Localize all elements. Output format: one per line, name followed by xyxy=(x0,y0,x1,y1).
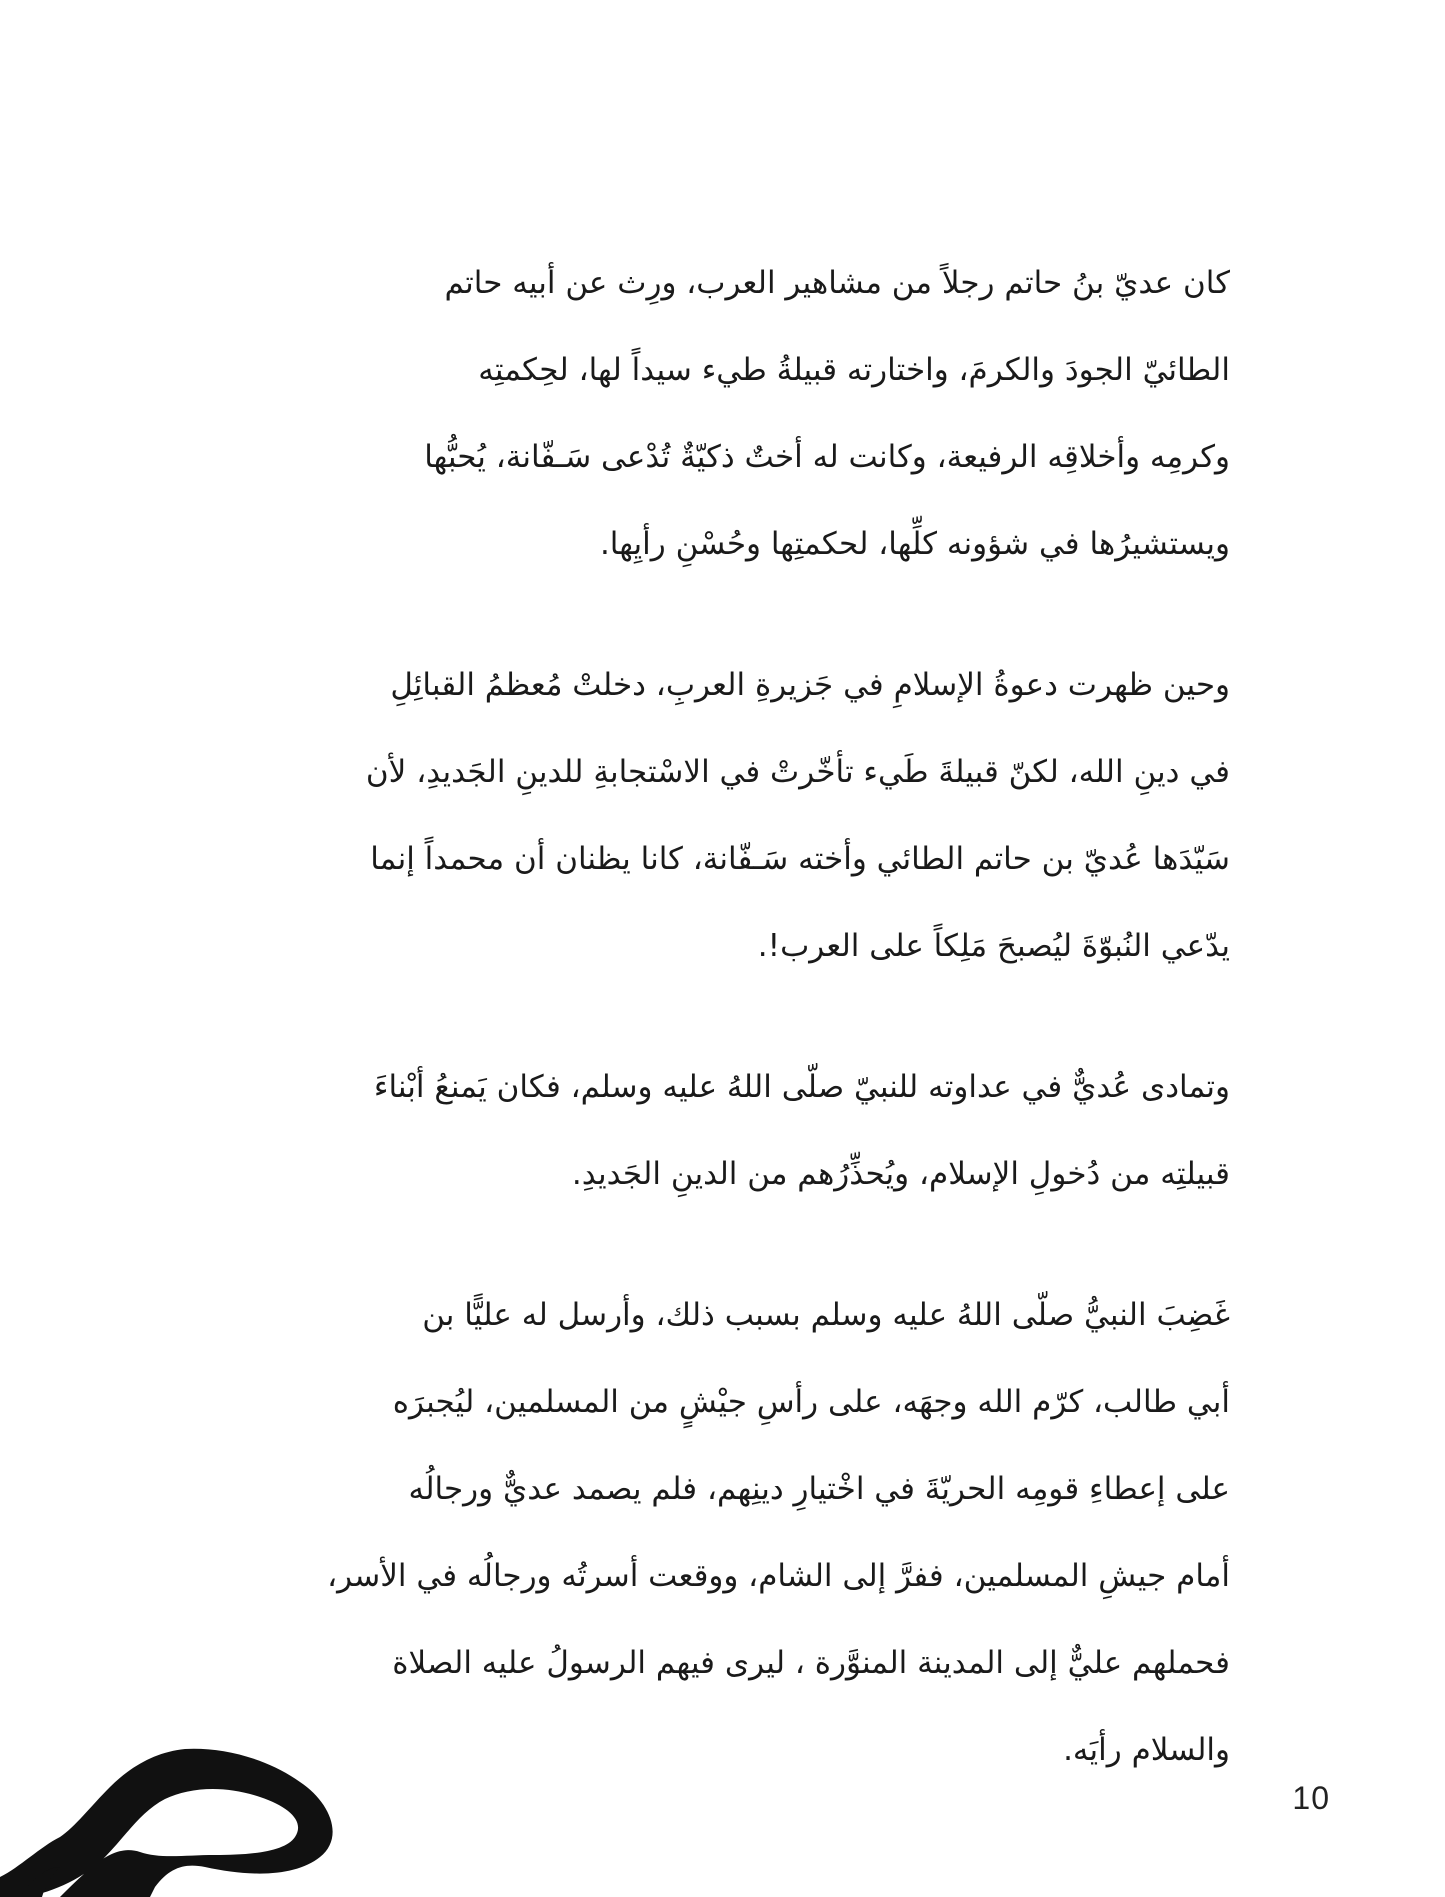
paragraph-2 xyxy=(365,642,1230,990)
text-line: ويستشيرُها في شؤونه كلِّها، لحكمتِها وحُسْنِ رأيِها. xyxy=(599,526,1230,562)
text-line: أبي طالب، كرّم الله وجهَه، على رأسِ جيْشٍ من المسلمين، ليُجبرَه xyxy=(392,1384,1230,1420)
text-line: وتمادى عُديٌّ في عداوته للنبيّ صلّى اللهُ عليه وسلم، فكان يَمنعُ أبْناءَ xyxy=(373,1069,1230,1105)
text-line: فحملهم عليٌّ إلى المدينة المنوَّرة ، ليرى فيهم الرسولُ عليه الصلاة xyxy=(392,1645,1230,1681)
sad-letter-decoration-icon xyxy=(0,1727,340,1897)
text-line: في دينِ الله، لكنّ قبيلةَ طَيء تأخّرتْ في الاسْتجابةِ للدينِ الجَديدِ، لأن xyxy=(365,754,1230,790)
text-line: وكرمِه وأخلاقِه الرفيعة، وكانت له أختٌ ذكيّةٌ تُدْعى سَـفّانة، يُحبُّها xyxy=(424,439,1230,475)
text-line: يدّعي النُبوّةَ ليُصبحَ مَلِكاً على العرب!. xyxy=(757,928,1230,964)
text-line: غَضِبَ النبيُّ صلّى اللهُ عليه وسلم بسبب ذلك، وأرسل له عليًّا بن xyxy=(422,1297,1230,1333)
page-number: 10 xyxy=(1292,1780,1330,1816)
text-line: الطائيّ الجودَ والكرمَ، واختارته قبيلةُ طيء سيداً لها، لحِكمتِه xyxy=(478,352,1230,388)
text-line: قبيلتِه من دُخولِ الإسلام، ويُحذِّرُهم من الدينِ الجَديدِ. xyxy=(571,1156,1230,1192)
text-line: وحين ظهرت دعوةُ الإسلامِ في جَزيرةِ العربِ، دخلتْ مُعظمُ القبائِلِ xyxy=(390,667,1230,703)
page-body xyxy=(327,240,1230,1848)
paragraph-4 xyxy=(327,1272,1230,1794)
paragraph-1 xyxy=(395,240,1230,588)
text-line: أمام جيشِ المسلمين، ففرَّ إلى الشام، ووقعت أسرتُه ورجالُه في الأسر، xyxy=(327,1558,1230,1594)
paragraph-3 xyxy=(373,1044,1230,1218)
text-line: سَيّدَها عُديّ بن حاتم الطائي وأخته سَـفّانة، كانا يظنان أن محمداً إنما xyxy=(370,841,1230,877)
text-line: كان عديّ بنُ حاتم رجلاً من مشاهير العرب، ورِث عن أبيه حاتم xyxy=(444,265,1230,301)
text-line: والسلام رأيَه. xyxy=(1063,1732,1230,1768)
text-line: على إعطاءِ قومِه الحريّةَ في اخْتيارِ دينِهم، فلم يصمد عديٌّ ورجالُه xyxy=(408,1471,1230,1507)
